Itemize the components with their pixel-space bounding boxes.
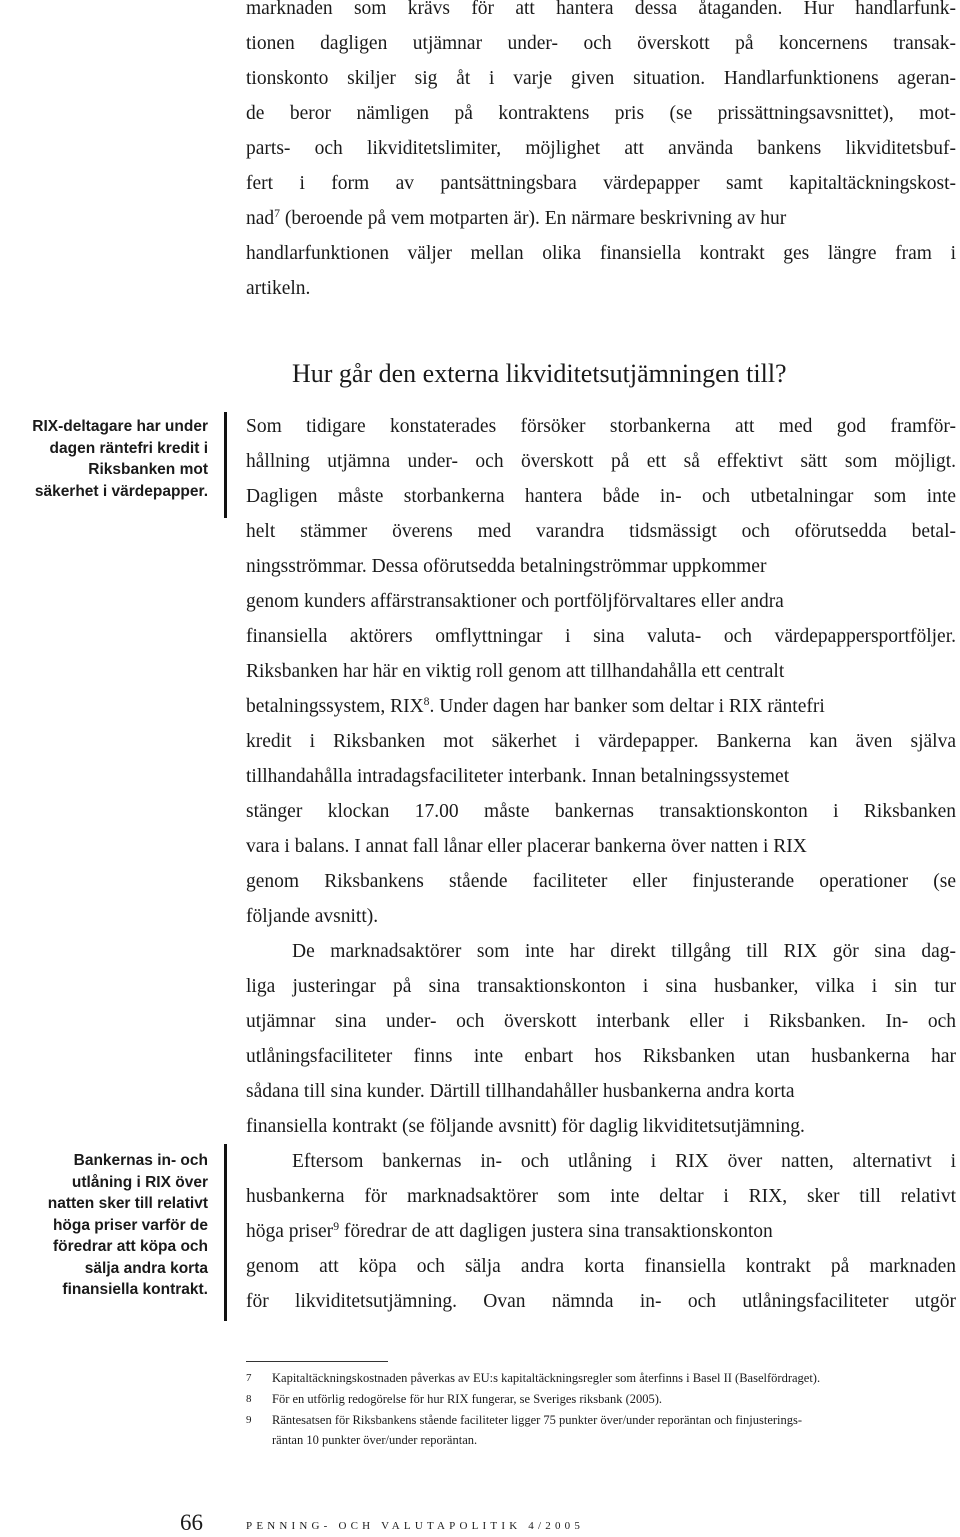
text-line: utjämnar sina under- och överskott interbank eller i Riksbanken. In- och bbox=[246, 1011, 956, 1032]
text-line bbox=[246, 206, 786, 232]
text-line: Eftersom bankernas in- och utlåning i RIX över natten, alternativt i bbox=[292, 1151, 956, 1172]
sidenote-bar bbox=[224, 1144, 227, 1321]
text-line: finansiella kontrakt (se följande avsnitt) för daglig likviditetsutjämning. bbox=[246, 1116, 805, 1137]
text-line: genom kunders affärstransaktioner och portföljförvaltares eller andra bbox=[246, 591, 784, 612]
sidenote-line: sälja andra korta bbox=[84, 1259, 208, 1277]
text-line: artikeln. bbox=[246, 278, 311, 299]
text-line: Riksbanken har här en viktig roll genom att tillhandahålla ett centralt bbox=[246, 661, 785, 682]
text-line: liga justeringar på sina transaktionskonton i sina husbanker, vilka i sin tur bbox=[246, 976, 956, 997]
sidenote-line: Riksbanken mot bbox=[88, 461, 208, 478]
footnote-text: För en utförlig redogörelse för hur RIX fungerar, se Sveriges riksbank (2005). bbox=[272, 1392, 663, 1406]
text-line: finansiella aktörers omflyttningar i sina valuta- och värdepappersportföljer. bbox=[246, 626, 956, 647]
sidenote-bar bbox=[224, 412, 227, 518]
text-line: vara i balans. I annat fall lånar eller placerar bankerna över natten i RIX bbox=[246, 836, 807, 857]
footnote-text: räntan 10 punkter över/under reporäntan. bbox=[272, 1433, 478, 1447]
sidenote-line: natten sker till relativt bbox=[47, 1195, 208, 1212]
text-line: De marknadsaktörer som inte har direkt tillgång till RIX gör sina dag- bbox=[292, 941, 956, 962]
text-line: de beror nämligen på kontraktens pris (se prissättningsavsnittet), mot- bbox=[246, 103, 956, 124]
text-line: tionskonto skiljer sig åt i varje given situation. Handlarfunktionens ageran- bbox=[246, 68, 956, 89]
text-line: genom att köpa och sälja andra korta finansiella kontrakt på marknaden bbox=[246, 1256, 956, 1277]
text-line: hållning utjämna under- och överskott på ett så effektivt sätt som möjligt. bbox=[246, 451, 956, 472]
footnote-ref: 8 bbox=[423, 694, 430, 708]
footnote-number: 9 bbox=[246, 1414, 252, 1426]
text-line: utlåningsfaciliteter finns inte enbart hos Riksbanken utan husbankerna har bbox=[246, 1046, 956, 1067]
text-fragment: nad bbox=[246, 208, 275, 229]
running-head: PENNING- OCH VALUTAPOLITIK 4/2005 bbox=[246, 1520, 585, 1532]
text-fragment: (beroende på vem motparten är). En närmare beskrivning av hur bbox=[284, 208, 787, 229]
text-line: handlarfunktionen väljer mellan olika finansiella kontrakt ges längre fram i bbox=[246, 243, 956, 264]
footnote-ref: 7 bbox=[274, 206, 280, 220]
sidenote-line: utlåning i RIX över bbox=[71, 1173, 208, 1191]
text-line: tionen dagligen utjämnar under- och överskott på koncernens transak- bbox=[246, 33, 956, 54]
sidenote-overnight-prices bbox=[48, 1150, 208, 1301]
sidenote-line: finansiella kontrakt. bbox=[62, 1281, 208, 1298]
page-number: 66 bbox=[180, 1510, 203, 1535]
sidenote-line: Bankernas in- och bbox=[73, 1152, 208, 1169]
text-line: sådana till sina kunder. Därtill tillhandahåller husbankerna andra korta bbox=[246, 1081, 795, 1102]
text-line: parts- och likviditetslimiter, möjlighet att använda bankens likviditetsbuf- bbox=[246, 138, 956, 159]
footnote-number: 8 bbox=[246, 1393, 252, 1405]
footnote-text: Kapitaltäckningskostnaden påverkas av EU:s kapitaltäckningsregler som återfinns i Basel II (Baselfördraget). bbox=[272, 1371, 821, 1385]
text-line: ningsströmmar. Dessa oförutsedda betalningströmmar uppkommer bbox=[246, 556, 767, 577]
footnote-ref: 9 bbox=[333, 1219, 340, 1233]
sidenote-line: dagen räntefri kredit i bbox=[49, 439, 208, 457]
text-fragment: . Under dagen har banker som deltar i RIX räntefri bbox=[429, 696, 825, 717]
sidenote-rix-credit bbox=[32, 416, 208, 502]
text-fragment: höga priser bbox=[246, 1221, 334, 1242]
sidenote-line: höga priser varför de bbox=[52, 1216, 208, 1234]
text-line: Dagligen måste storbankerna hantera både in- och utbetalningar som inte bbox=[246, 486, 956, 507]
text-line: tillhandahålla intradagsfaciliteter interbank. Innan betalningssystemet bbox=[246, 766, 790, 787]
footnote-rule bbox=[246, 1361, 388, 1362]
text-line: kredit i Riksbanken mot säkerhet i värdepapper. Bankerna kan även själva bbox=[246, 731, 956, 752]
text-line: helt stämmer överens med varandra tidsmässigt och oförutsedda betal- bbox=[246, 521, 956, 542]
footnote-number: 7 bbox=[246, 1372, 252, 1384]
footnote-text: Räntesatsen för Riksbankens stående faciliteter ligger 75 punkter över/under reporäntan och finjusterings- bbox=[272, 1413, 803, 1427]
text-line: följande avsnitt). bbox=[246, 906, 379, 927]
text-line: stänger klockan 17.00 måste bankernas transaktionskonton i Riksbanken bbox=[246, 801, 956, 822]
sidenote-line: föredrar att köpa och bbox=[52, 1238, 208, 1255]
text-line: genom Riksbankens stående faciliteter eller finjusterande operationer (se bbox=[246, 871, 956, 892]
text-line: Som tidigare konstaterades försöker storbankerna att med god framför- bbox=[246, 416, 956, 437]
text-line bbox=[246, 694, 956, 720]
sidenote-line: RIX-deltagare har under bbox=[32, 418, 208, 435]
text-line: för likviditetsutjämning. Ovan nämnda in- och utlåningsfaciliteter utgör bbox=[246, 1291, 956, 1312]
text-line: marknaden som krävs för att hantera dessa åtaganden. Hur handlarfunk- bbox=[246, 0, 956, 19]
text-fragment: föredrar de att dagligen justera sina transaktionskonton bbox=[343, 1221, 773, 1242]
text-fragment: betalningssystem, RIX bbox=[246, 696, 424, 717]
sidenote-line: säkerhet i värdepapper. bbox=[34, 482, 208, 500]
text-line: fert i form av pantsättningsbara värdepapper samt kapitaltäckningskost- bbox=[246, 173, 956, 194]
text-line: husbankerna för marknadsaktörer som inte deltar i RIX, sker till relativt bbox=[246, 1186, 956, 1207]
section-heading: Hur går den externa likviditetsutjämningen till? bbox=[292, 359, 787, 388]
text-line bbox=[246, 1219, 956, 1245]
